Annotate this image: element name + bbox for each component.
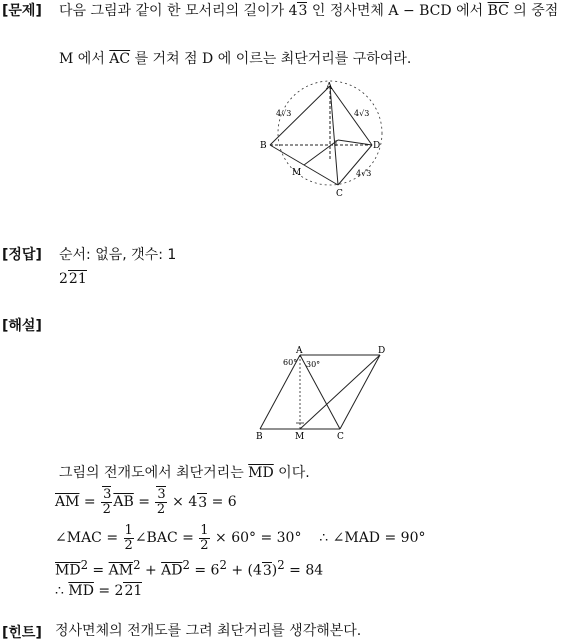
hint-label: [힌트]	[2, 625, 42, 641]
fig2-angle-60: 60°	[283, 358, 298, 367]
fig2-label-M: M	[295, 432, 305, 442]
problem-label: [문제]	[2, 3, 42, 19]
fig1-edge-label-right: 4√3	[354, 109, 370, 118]
tetrahedron-figure	[258, 80, 388, 200]
fig2-label-C: C	[337, 432, 344, 442]
fig1-edge-label-bottom: 4√3	[356, 169, 372, 178]
hint-text: 정사면체의 전개도를 그려 최단거리를 생각해본다.	[55, 623, 362, 639]
fig2-label-D: D	[378, 346, 386, 356]
fig1-edge-label-left: 4√3	[276, 109, 292, 118]
fig1-label-D: D	[373, 141, 381, 151]
solution-line-3: ∠MAC = $\frac{1}{2}$ ∠BAC = $\frac{1}{2}$ × 60° = 30° ∴ ∠MAD = 90°	[55, 522, 426, 553]
fig2-label-A: A	[296, 346, 303, 356]
fig1-label-M: M	[292, 168, 302, 178]
fig2-label-B: B	[256, 432, 263, 442]
fig1-label-A: A	[326, 82, 333, 92]
problem-text-a: 다음 그림과 같이 한 모서리의 길이가	[59, 3, 289, 19]
answer-line-2: 221	[59, 271, 87, 287]
fig2-angle-30: 30°	[306, 360, 321, 369]
fig1-label-C: C	[336, 189, 343, 199]
problem-line-2: M 에서 $\overline{AC}$ 를 거쳐 점 D 에 이르는 최단거리를 구하여라.	[59, 51, 412, 67]
answer-label: [정답]	[2, 247, 42, 263]
solution-line-4: $\overline{MD}^2 = \overline{AM}^2 + \overline{AD}^2 = 6^2 + (43)^2 = 84$	[55, 558, 324, 579]
fig1-label-B: B	[260, 141, 267, 151]
problem-line-1: 다음 그림과 같이 한 모서리의 길이가 43 인 정사면체 A − BCD 에서 $\overline{BC}$ 의 중점	[59, 3, 559, 19]
answer-line-1: 순서: 없음, 갯수: 1	[59, 247, 177, 263]
net-figure	[254, 343, 394, 443]
solution-line-2: $\overline{AM}$ = $\frac{3}{2}$ $\overline{AB}$ = $\frac{3}{2}$ × 4 3 = 6	[55, 486, 237, 517]
solution-label: [해설]	[2, 318, 42, 334]
solution-line-5: ∴ $\overline{MD} = 221$	[55, 583, 143, 599]
solution-line-1: 그림의 전개도에서 최단거리는 $\overline{MD}$ 이다.	[59, 465, 310, 481]
